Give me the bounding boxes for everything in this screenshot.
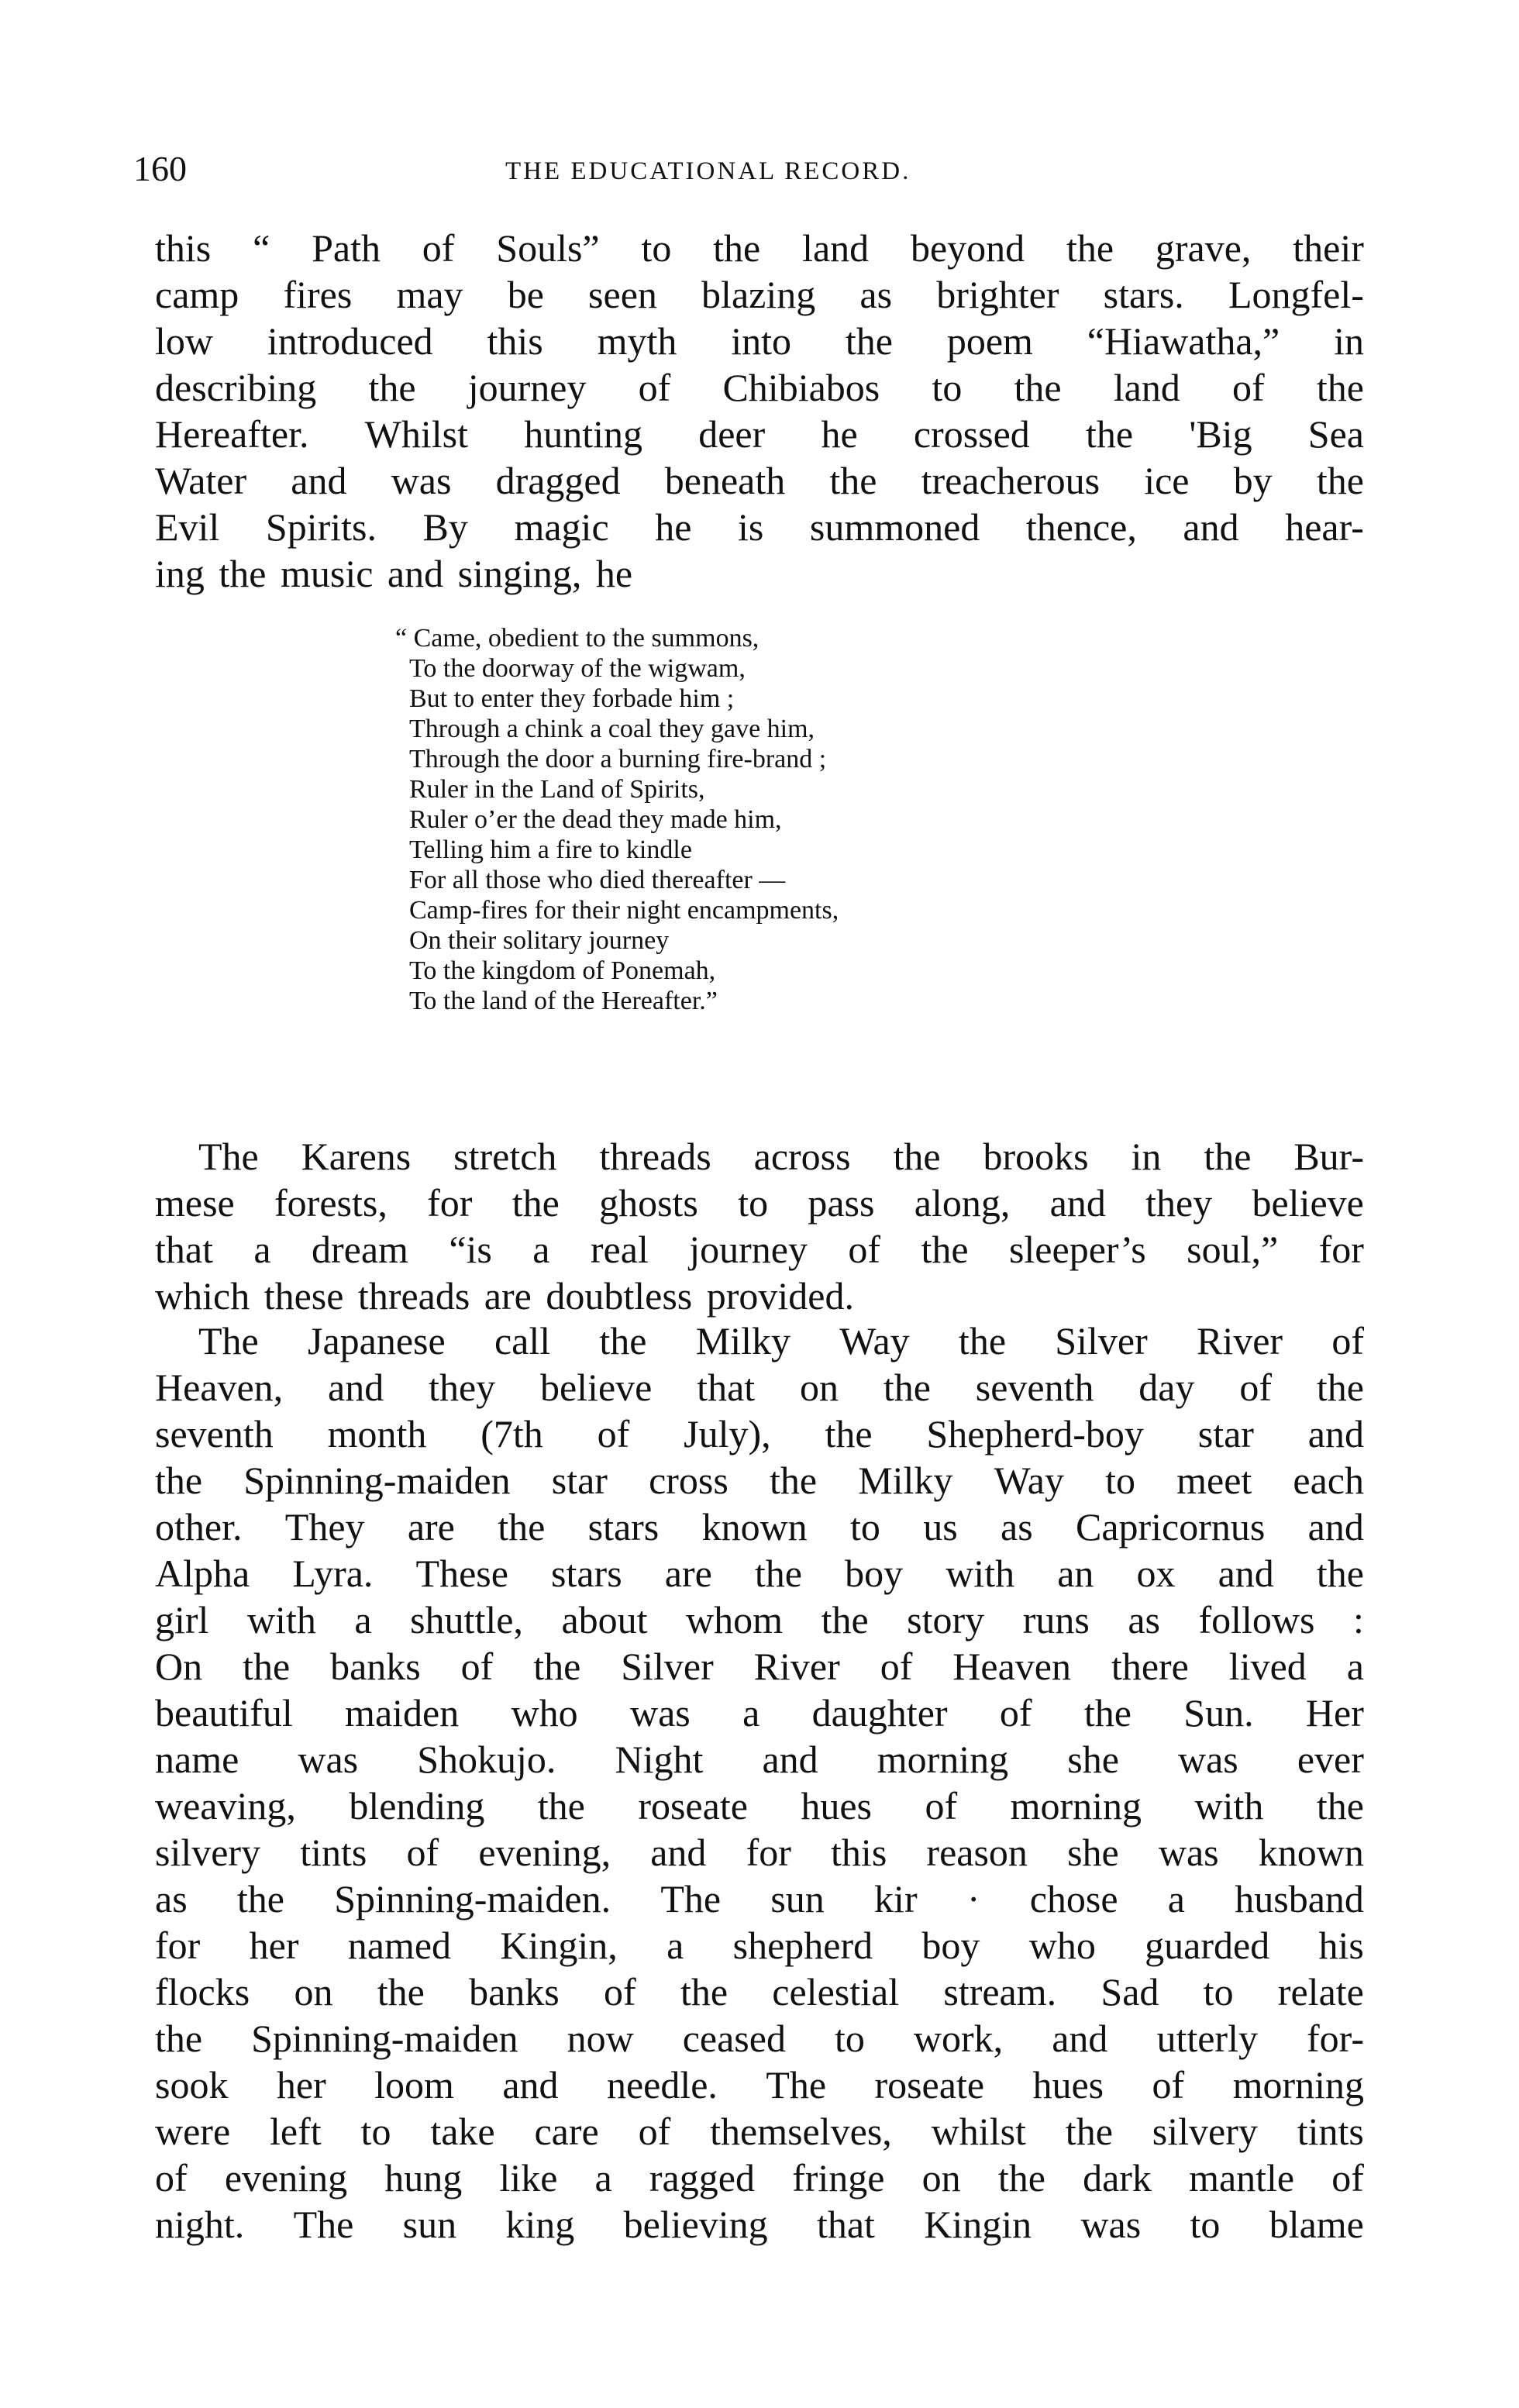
verse-line: But to enter they forbade him ;	[409, 684, 735, 713]
verse-line: To the kingdom of Ponemah,	[409, 956, 716, 985]
verse-line: Through a chink a coal they gave him,	[409, 715, 815, 743]
text-line: seventh month (7th of July), the Shepherd-boy star and	[155, 1412, 1364, 1455]
text-line: flocks on the banks of the celestial stream. Sad to relate	[155, 1970, 1364, 2014]
text-line: of evening hung like a ragged fringe on the dark mantle of	[155, 2156, 1364, 2200]
text-line: ing the music and singing, he	[155, 552, 633, 595]
text-line: describing the journey of Chibiabos to the land of the	[155, 366, 1364, 409]
text-line: Evil Spirits. By magic he is summoned thence, and hear-	[155, 505, 1364, 549]
text-line: which these threads are doubtless provided.	[155, 1274, 854, 1318]
text-line: were left to take care of themselves, whilst the silvery tints	[155, 2110, 1364, 2153]
verse-line: To the land of the Hereafter.”	[409, 987, 718, 1015]
journal-title: THE EDUCATIONAL RECORD.	[505, 157, 911, 185]
text-line: beautiful maiden who was a daughter of the Sun. Her	[155, 1691, 1364, 1735]
paragraph-karens	[155, 1133, 1364, 1319]
text-line: low introduced this myth into the poem “Hiawatha,” in	[155, 319, 1364, 363]
verse-line: Camp-fires for their night encampments,	[409, 896, 839, 925]
text-line: that a dream “is a real journey of the sleeper’s soul,” for	[155, 1228, 1364, 1271]
text-line: Water and was dragged beneath the treacherous ice by the	[155, 459, 1364, 502]
text-line: Alpha Lyra. These stars are the boy with an ox and the	[155, 1552, 1364, 1595]
text-line: other. They are the stars known to us as Capricornus and	[155, 1505, 1364, 1548]
page-number: 160	[133, 149, 187, 188]
verse-line: Ruler in the Land of Spirits,	[409, 775, 705, 804]
text-line: Hereafter. Whilst hunting deer he crossed the 'Big Sea	[155, 412, 1364, 456]
text-line: name was Shokujo. Night and morning she was ever	[155, 1738, 1364, 1781]
text-line: The Japanese call the Milky Way the Silver River of	[198, 1319, 1364, 1362]
text-line: this “ Path of Souls” to the land beyond the grave, their	[155, 226, 1364, 270]
text-line: sook her loom and needle. The roseate hues of morning	[155, 2063, 1364, 2107]
paragraph-japanese-milky-way	[155, 1318, 1364, 2248]
text-line: as the Spinning-maiden. The sun kir · chose a husband	[155, 1877, 1364, 1921]
text-line: The Karens stretch threads across the brooks in the Bur-	[198, 1135, 1364, 1178]
text-line: mese forests, for the ghosts to pass along, and they believe	[155, 1181, 1364, 1225]
text-line: girl with a shuttle, about whom the story runs as follows :	[155, 1598, 1364, 1642]
running-head	[133, 146, 1373, 192]
verse-line: Ruler o’er the dead they made him,	[409, 805, 782, 834]
text-line: camp fires may be seen blazing as brighter stars. Longfel-	[155, 273, 1364, 316]
text-line: the Spinning-maiden now ceased to work, and utterly for-	[155, 2017, 1364, 2060]
text-line: night. The sun king believing that Kingin was to blame	[155, 2203, 1364, 2246]
verse-line: To the doorway of the wigwam,	[409, 654, 746, 683]
verse-line: For all those who died thereafter —	[409, 866, 786, 894]
text-line: Heaven, and they believe that on the seventh day of the	[155, 1366, 1364, 1409]
verse-line: “ Came, obedient to the summons,	[395, 624, 760, 653]
paragraph-path-of-souls	[155, 225, 1364, 597]
verse-line: Through the door a burning fire-brand ;	[409, 745, 827, 773]
text-line: On the banks of the Silver River of Heaven there lived a	[155, 1645, 1364, 1688]
text-line: the Spinning-maiden star cross the Milky Way to meet each	[155, 1459, 1364, 1502]
text-line: for her named Kingin, a shepherd boy who guarded his	[155, 1924, 1364, 1967]
text-line: weaving, blending the roseate hues of morning with the	[155, 1784, 1364, 1828]
verse-line: Telling him a fire to kindle	[409, 835, 692, 864]
text-line: silvery tints of evening, and for this reason she was known	[155, 1831, 1364, 1874]
verse-quotation	[395, 623, 839, 1016]
verse-line: On their solitary journey	[409, 926, 670, 955]
